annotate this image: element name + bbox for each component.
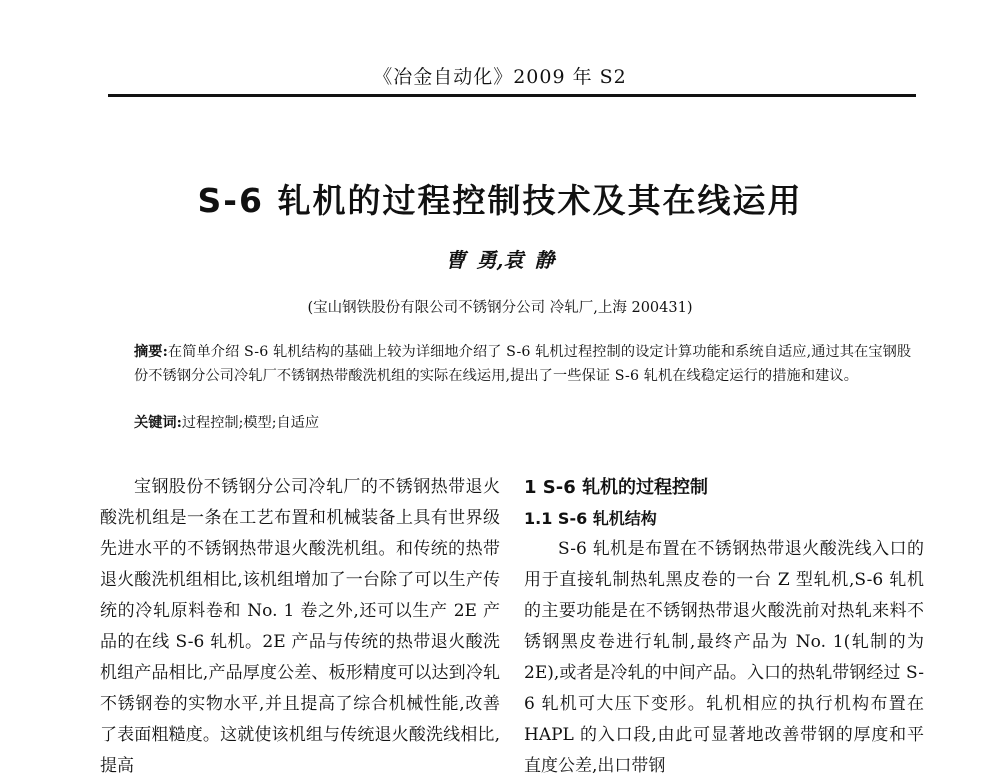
article-authors: 曹 勇,袁 静 (445, 248, 555, 272)
section-paragraph: S-6 轧机是布置在不锈钢热带退火酸洗线入口的用于直接轧制热轧黑皮卷的一台 Z 型轧机,S-6 轧机的主要功能是在不锈钢热带退火酸洗前对热轧来料不锈钢黑皮卷进行轧制,最终产品为 No. 1(轧制的为 2E),或者是冷轧的中间产品。入口的热轧带钢经过 S-6 轧机可大压下变形。轧机相应的执行机构布置在 HAPL 的入口段,由此可显著地改善带钢的厚度和平直度公差,出口带钢 (524, 539, 924, 776)
keywords-label: 关键词: (134, 415, 182, 431)
abstract (134, 340, 914, 388)
keywords (134, 411, 914, 435)
subsection-heading: 1.1 S-6 轧机结构 (524, 509, 657, 528)
running-header: 《冶金自动化》2009 年 S2 (373, 66, 627, 88)
author-affiliation: (宝山钢铁股份有限公司不锈钢分公司 冷轧厂,上海 200431) (307, 300, 693, 316)
article-title: S-6 轧机的过程控制技术及其在线运用 (197, 181, 803, 220)
header-rule (108, 94, 916, 97)
right-column (524, 472, 924, 782)
left-column (100, 472, 500, 782)
abstract-text: 在简单介绍 S-6 轧机结构的基础上较为详细地介绍了 S-6 轧机过程控制的设定计算功能和系统自适应,通过其在宝钢股份不锈钢分公司冷轧厂不锈钢热带酸洗机组的实际在线运用,提出了一些保证 S-6 轧机在线稳定运行的措施和建议。 (134, 344, 912, 384)
intro-paragraph: 宝钢股份不锈钢分公司冷轧厂的不锈钢热带退火酸洗机组是一条在工艺布置和机械装备上具有世界级先进水平的不锈钢热带退火酸洗机组。和传统的热带退火酸洗机组相比,该机组增加了一台除了可以生产传统的冷轧原料卷和 No. 1 卷之外,还可以生产 2E 产品的在线 S-6 轧机。2E 产品与传统的热带退火酸洗机组产品相比,产品厚度公差、板形精度可以达到冷轧不锈钢卷的实物水平,并且提高了综合机械性能,改善了表面粗糙度。这就使该机组与传统退火酸洗线相比,提高 (100, 477, 500, 776)
keywords-text: 过程控制;模型;自适应 (181, 415, 320, 431)
abstract-label: 摘要: (134, 344, 168, 360)
section-heading: 1 S-6 轧机的过程控制 (524, 477, 709, 498)
